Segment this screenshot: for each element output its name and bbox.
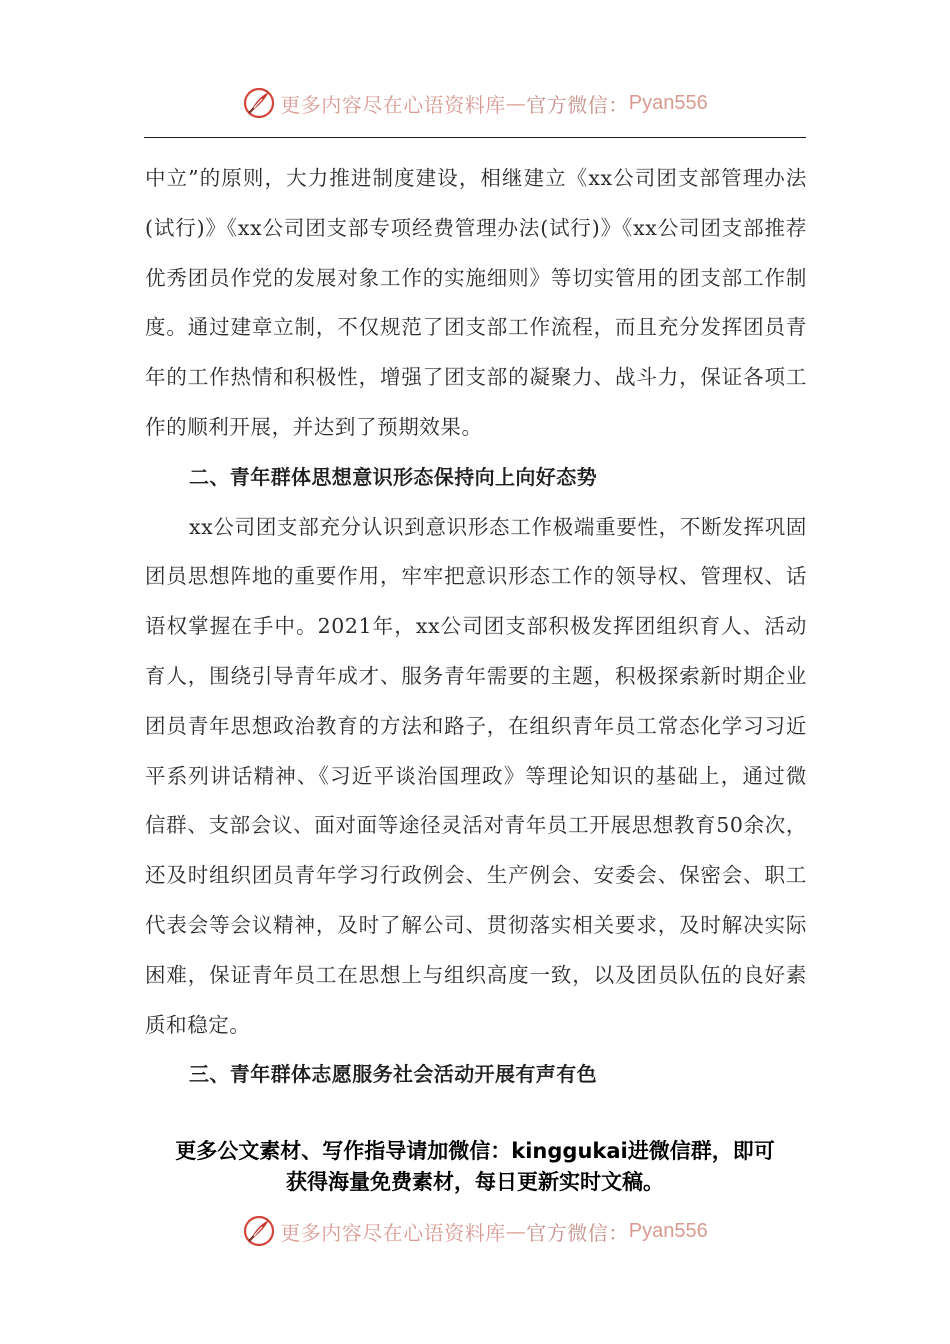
wechat-id: Pyan556 <box>628 91 708 114</box>
brand-title: 更多内容尽在心语资料库 <box>280 92 506 117</box>
promo-line-1: 更多公文素材、写作指导请加微信：kinggukai进微信群，即可 <box>175 1139 775 1163</box>
paragraph-1: 中立”的原则，大力推进制度建设，相继建立《xx公司团支部管理办法(试行)》《xx公司团支部专项经费管理办法(试行)》《xx公司团支部推荐优秀团员作党的发展对象工作的实施细则》等切实管用的团支部工作制度。通过建章立制，不仅规范了团支部工作流程，而且充分发挥团员青年的工作热情和积极性，增强了团支部的凝聚力、战斗力，保证各项工作的顺利开展，并达到了预期效果。 <box>145 166 807 439</box>
footer-wechat-label: 官方微信： <box>526 1220 629 1245</box>
header-brand <box>0 83 950 123</box>
footer-brand <box>0 1211 950 1251</box>
footer-brand-title: 更多内容尽在心语资料库 <box>280 1220 506 1245</box>
section-heading-2: 二、青年群体思想意识形态保持向上向好态势 <box>189 464 597 489</box>
document-body <box>145 154 807 1100</box>
header-divider <box>144 137 806 138</box>
promo-notice <box>120 1136 830 1198</box>
feather-pen-logo-icon <box>242 1214 276 1248</box>
footer-wechat-id: Pyan556 <box>628 1219 708 1242</box>
footer-brand-dash: — <box>505 1219 527 1243</box>
promo-line-2: 获得海量免费素材，每日更新实时文稿。 <box>286 1170 664 1194</box>
paragraph-2: xx公司团支部充分认识到意识形态工作极端重要性，不断发挥巩固团员思想阵地的重要作用，牢牢把意识形态工作的领导权、管理权、话语权掌握在手中。2021年，xx公司团支部积极发挥团组织育人、活动育人，围绕引导青年成才、服务青年需要的主题，积极探索新时期企业团员青年思想政治教育的方法和路子，在组织青年员工常态化学习习近平系列讲话精神、《习近平谈治国理政》等理论知识的基础上，通过微信群、支部会议、面对面等途径灵活对青年员工开展思想教育50余次，还及时组织团员青年学习行政例会、生产例会、安委会、保密会、职工代表会等会议精神，及时了解公司、贯彻落实相关要求，及时解决实际困难，保证青年员工在思想上与组织高度一致，以及团员队伍的良好素质和稳定。 <box>145 514 807 1037</box>
wechat-label: 官方微信： <box>526 92 629 117</box>
section-heading-3: 三、青年群体志愿服务社会活动开展有声有色 <box>189 1062 597 1087</box>
feather-pen-logo-icon <box>242 86 276 120</box>
brand-dash: — <box>505 91 527 115</box>
